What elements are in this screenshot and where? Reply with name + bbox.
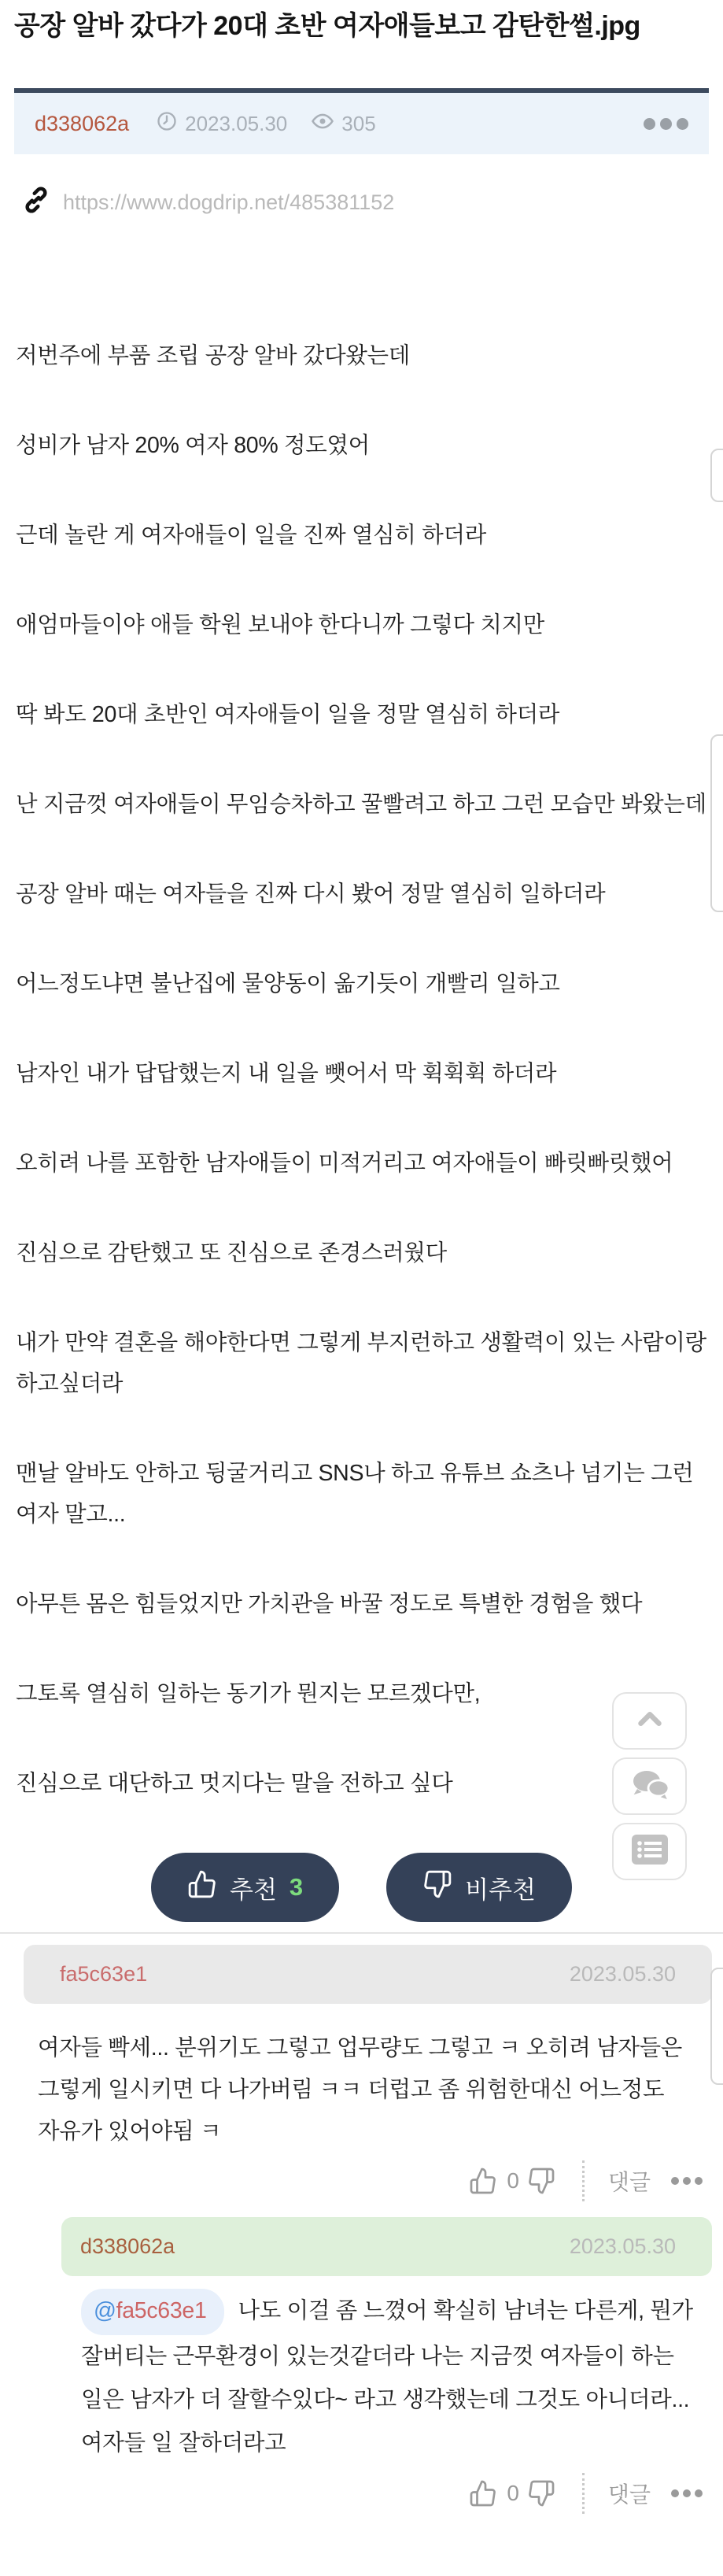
post-paragraph: 어느정도냐면 불난집에 물양동이 옮기듯이 개빨리 일하고 [16, 971, 560, 996]
post-paragraph: 성비가 남자 20% 여자 80% 정도였어 [16, 433, 370, 458]
upvote-button[interactable] [151, 1853, 339, 1922]
comment-date: 2023.05.30 [569, 1962, 676, 1986]
reply-text [81, 2289, 695, 2465]
comments-button[interactable] [612, 1757, 687, 1815]
post-paragraph: 저번주에 부품 조립 공장 알바 갔다왔는데 [16, 343, 411, 368]
post-paragraph: 오히려 나를 포함한 남자애들이 미적거리고 여자애들이 빠릿빠릿했어 [16, 1151, 673, 1176]
downvote-button[interactable] [386, 1853, 572, 1922]
list-button[interactable] [612, 1823, 687, 1880]
upvote-count: 3 [289, 1873, 304, 1901]
post-paragraph: 공장 알바 때는 여자들을 진짜 다시 봤어 정말 열심히 일하더라 [16, 881, 606, 907]
post-more-icon[interactable] [644, 118, 688, 130]
post-header [14, 88, 709, 154]
comment-author[interactable]: fa5c63e1 [60, 1962, 148, 1986]
mention-at: @ [94, 2298, 116, 2323]
post-title: 공장 알바 갔다가 20대 초반 여자애들보고 감탄한썰.jpg [14, 11, 640, 41]
thumbs-up-icon [187, 1869, 217, 1905]
post-paragraph: 진심으로 대단하고 멋지다는 말을 전하고 싶다 [16, 1771, 453, 1796]
scrollbar[interactable] [710, 734, 723, 912]
thumbs-down-icon [422, 1869, 452, 1905]
eye-icon [311, 109, 341, 139]
post-url[interactable]: https://www.dogdrip.net/485381152 [63, 190, 395, 214]
comment-action-row [0, 2160, 703, 2201]
post-date: 2023.05.30 [185, 111, 288, 135]
post-paragraph: 내가 만약 결혼을 해야한다면 그렇게 부지런하고 생활력이 있는 사람이랑 하고싶더라 [16, 1330, 706, 1396]
post-view-count: 305 [341, 111, 376, 135]
reply-reply-button[interactable]: 댓글 [607, 2482, 651, 2507]
action-separator [582, 2473, 585, 2514]
post-paragraph: 애엄마들이야 애들 학원 보내야 한다니까 그렇다 치지만 [16, 612, 545, 638]
mention-name: fa5c63e1 [116, 2298, 207, 2323]
comments-divider [0, 1932, 723, 1934]
post-body [16, 335, 707, 1804]
comment-text: 여자들 빡세... 분위기도 그렇고 업무량도 그렇고 ㅋ 오히려 남자들은 그렇게 일시키면 다 나가버림 ㅋㅋ 더럽고 좀 위험한대신 어느정도 자유가 있어야됨 ㅋ [38, 2035, 683, 2144]
comment-like-count: 0 [507, 2168, 519, 2193]
downvote-label: 비추천 [465, 1876, 536, 1904]
reply-author[interactable]: d338062a [80, 2234, 175, 2258]
comment-more-icon[interactable] [671, 2177, 703, 2185]
post-views-meta [311, 109, 375, 139]
scrollbar[interactable] [710, 449, 723, 502]
post-paragraph: 남자인 내가 답답했는지 내 일을 뺏어서 막 휙휙휙 하더라 [16, 1061, 557, 1086]
upvote-label: 추천 [230, 1876, 277, 1904]
post-paragraph: 진심으로 감탄했고 또 진심으로 존경스러웠다 [16, 1240, 447, 1266]
mention-pill[interactable] [81, 2289, 224, 2335]
post-paragraph: 아무튼 몸은 힘들었지만 가치관을 바꿀 정도로 특별한 경험을 했다 [16, 1591, 643, 1617]
reply-like-count: 0 [507, 2481, 519, 2505]
reply-body: 나도 이걸 좀 느꼈어 확실히 남녀는 다른게, 뭔가 잘버티는 근무환경이 있는것같더라 나는 지금껏 여자들이 하는 일은 남자가 더 잘할수있다~ 라고 생각했는데 그것도 아니더라... 여자들 일 잘하더라고 [81, 2298, 693, 2456]
post-paragraph: 난 지금껏 여자애들이 무임승차하고 꿀빨려고 하고 그런 모습만 봐왔는데 [16, 792, 706, 817]
reply-action-row [0, 2473, 703, 2514]
scrollbar[interactable] [710, 1968, 723, 2085]
reply-dislike-button[interactable] [527, 2479, 555, 2508]
list-icon [630, 1833, 670, 1870]
chevron-up-icon [632, 1701, 668, 1741]
comment-header [24, 1945, 712, 2004]
reply-header [61, 2217, 712, 2276]
floating-buttons [612, 1692, 687, 1880]
reply-like-button[interactable] [469, 2479, 497, 2508]
comment-dislike-button[interactable] [527, 2167, 555, 2195]
post-paragraph: 그토록 열심히 일하는 동기가 뭔지는 모르겠다만, [16, 1681, 481, 1706]
post-paragraph: 맨날 알바도 안하고 뒹굴거리고 SNS나 하고 유튜브 쇼츠나 넘기는 그런 여자 말고... [16, 1461, 694, 1527]
scroll-top-button[interactable] [612, 1692, 687, 1750]
link-icon [22, 186, 63, 220]
post-author[interactable]: d338062a [35, 111, 130, 135]
clock-icon [156, 110, 185, 138]
chat-bubbles-icon [629, 1766, 670, 1806]
post-url-row [22, 186, 709, 220]
post-paragraph: 근데 놀란 게 여자애들이 일을 진짜 열심히 하더라 [16, 523, 486, 548]
reply-date: 2023.05.30 [569, 2234, 676, 2258]
action-separator [582, 2160, 585, 2201]
reply-button[interactable]: 댓글 [607, 2170, 651, 2194]
post-date-meta [156, 110, 287, 138]
post-paragraph: 딱 봐도 20대 초반인 여자애들이 일을 정말 열심히 하더라 [16, 702, 560, 727]
comment-like-button[interactable] [469, 2167, 497, 2195]
reply-more-icon[interactable] [671, 2489, 703, 2497]
